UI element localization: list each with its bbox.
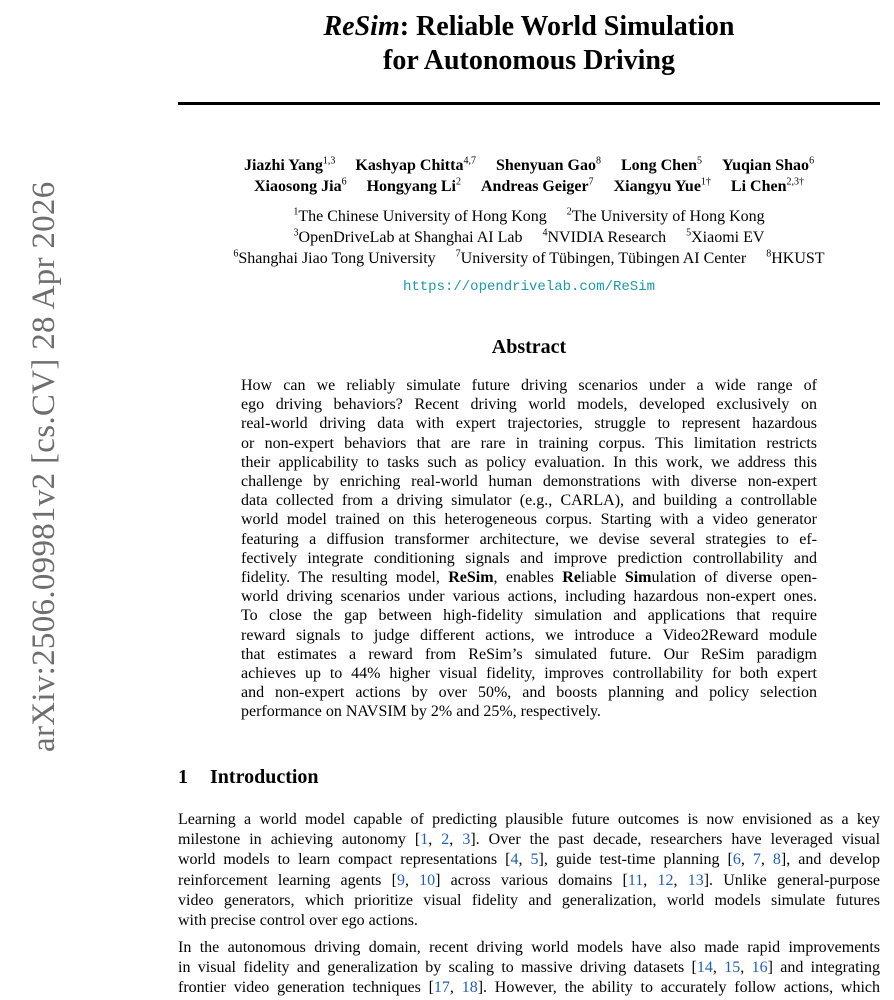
author: Hongyang Li$^2$ [366,176,461,195]
title-line-1 [178,10,880,44]
section-number: 1 [178,766,188,788]
citation-link[interactable]: 6 [732,851,741,869]
author: Long Chen$^5$ [621,155,703,174]
author-row [178,155,880,176]
affiliation: $^6$Shanghai Jiao Tong University [233,248,436,267]
abstract-line: that estimates a reward from ReSim’s simulated future. Our ReSim paradigm [241,645,817,663]
abstract-line: reward signals to judge different actions, we introduce a Video2Reward module [241,626,817,644]
affiliation-row [178,206,880,227]
citation-link[interactable]: 1 [420,831,429,849]
paragraph-line: milestone in achieving autonomy [1, 2, 3]. Over the past decade, researchers have leveraged visual [178,831,881,849]
intro-paragraph-1 [178,810,880,931]
intro-paragraph-2 [178,938,880,999]
affiliation-list [178,206,880,269]
citation-link[interactable]: 17 [433,979,450,997]
citation-link[interactable]: 14 [696,959,713,977]
citation-link[interactable]: 13 [687,871,704,889]
title-line-1-rest: : Reliable World Simulation [399,11,735,42]
affiliation-row [178,227,880,248]
abstract-line: and non-expert actions by over 50%, and boosts planning and policy selection [241,684,817,702]
author: Kashyap Chitta$^{4,7}$ [355,155,476,174]
citation-link[interactable]: 18 [461,979,478,997]
author: Yuqian Shao$^6$ [722,155,815,174]
arxiv-identifier: arXiv:2506.09981v2 [cs.CV] 28 Apr 2026 [26,181,62,752]
author: Jiazhi Yang$^{1,3}$ [243,155,336,174]
abstract-line: fectively integrate conditioning signals and improve prediction controllability and [241,549,817,567]
abstract-line: featuring a diffusion transformer architecture, we devise several strategies to ef- [241,530,817,548]
paragraph-line: Learning a world model capable of predicting plausible future outcomes is now envisioned as a key [178,811,880,828]
abstract-line: real-world driving data with expert trajectories, struggle to represent hazardous [241,415,817,433]
paragraph-line: In the autonomous driving domain, recent driving world models have also made rapid improvements [178,939,880,956]
paragraph-line: frontier video generation techniques [17, 18]. However, the ability to accurately follow actions, which [178,979,881,997]
abstract-line: How can we reliably simulate future driving scenarios under a wide range of [241,377,817,394]
citation-link[interactable]: 12 [657,871,674,889]
citation-link[interactable]: 7 [752,851,761,869]
affiliation: $^2$The University of Hong Kong [566,206,765,225]
abstract-line: performance on NAVSIM by 2% and 25%, respectively. [241,703,601,721]
citation-link[interactable]: 8 [772,851,781,869]
paragraph-line: in visual fidelity and generalization by scaling to massive driving datasets [14, 15, 16] and integrating [178,959,880,977]
citation-link[interactable]: 15 [724,959,741,977]
author: Xiaosong Jia$^6$ [254,176,347,195]
abstract-line: or non-expert behaviors that are rare in training corpus. This limitation restricts [241,434,817,452]
citation-link[interactable]: 11 [627,871,644,889]
citation-link[interactable]: 10 [419,871,436,889]
abstract-line: ego driving behaviors? Recent driving world models, developed exclusively on [241,396,817,414]
citation-link[interactable]: 5 [530,851,539,869]
paragraph-line: world models to learn compact representations [4, 5], guide test-time planning [6, 7, 8], and develop [178,851,881,869]
citation-link[interactable]: 16 [751,959,768,977]
title-line-2: for Autonomous Driving [383,45,675,76]
citation-link[interactable]: 2 [441,831,450,849]
project-url-link[interactable]: https://opendrivelab.com/ReSim [402,279,656,295]
paragraph-line: with precise control over ego actions. [178,912,418,930]
abstract-line: world driving scenarios under various actions, including hazardous non-expert ones. [241,588,817,606]
section-heading-introduction [178,766,319,789]
paper-title [178,10,880,78]
affiliation: $^8$HKUST [766,248,825,267]
author: Li Chen$^{2,3\dagger}$ [730,176,804,195]
author-row [178,176,880,197]
abstract-line: achieves up to 44% higher visual fidelity, improves controllability for both expert [241,665,817,683]
citation-link[interactable]: 4 [510,851,519,869]
affiliation: $^3$OpenDriveLab at Shanghai AI Lab [293,227,523,246]
title-resim: ReSim [323,11,400,42]
affiliation: $^1$The Chinese University of Hong Kong [293,206,547,225]
affiliation-row [178,248,880,269]
author: Andreas Geiger$^7$ [480,176,594,195]
section-title: Introduction [210,766,319,788]
affiliation: $^7$University of Tübingen, Tübingen AI Center [455,248,747,267]
author: Shenyuan Gao$^8$ [495,155,601,174]
paragraph-line: reinforcement learning agents [9, 10] across various domains [11, 12, 13]. Unlike general-purpose [178,871,881,889]
author-list [178,155,880,197]
affiliation: $^4$NVIDIA Research [542,227,667,246]
abstract-line: challenge by enriching real-world human demonstrations with diverse non-expert [241,473,817,491]
citation-link[interactable]: 9 [396,871,405,889]
affiliation: $^5$Xiaomi EV [686,227,765,246]
abstract-line: fidelity. The resulting model, ReSim, enables Reliable Simulation of diverse open- [241,569,817,587]
title-rule [178,102,880,105]
abstract-heading: Abstract [491,336,567,358]
abstract-line: their applicability to tasks such as policy evaluation. In this work, we address this [241,453,817,471]
citation-link[interactable]: 3 [462,831,471,849]
paragraph-line: video generators, which prioritize visual fidelity and generalization, world models simulate futures [178,891,880,909]
author: Xiangyu Yue$^{1\dagger}$ [613,176,711,195]
abstract-line: data collected from a driving simulator (e.g., CARLA), and building a controllable [241,492,817,510]
abstract-line: To close the gap between high-fidelity simulation and applications that require [241,607,817,625]
abstract-text [241,376,817,722]
abstract-line: world model trained on this heterogeneous corpus. Starting with a video generator [241,511,817,529]
